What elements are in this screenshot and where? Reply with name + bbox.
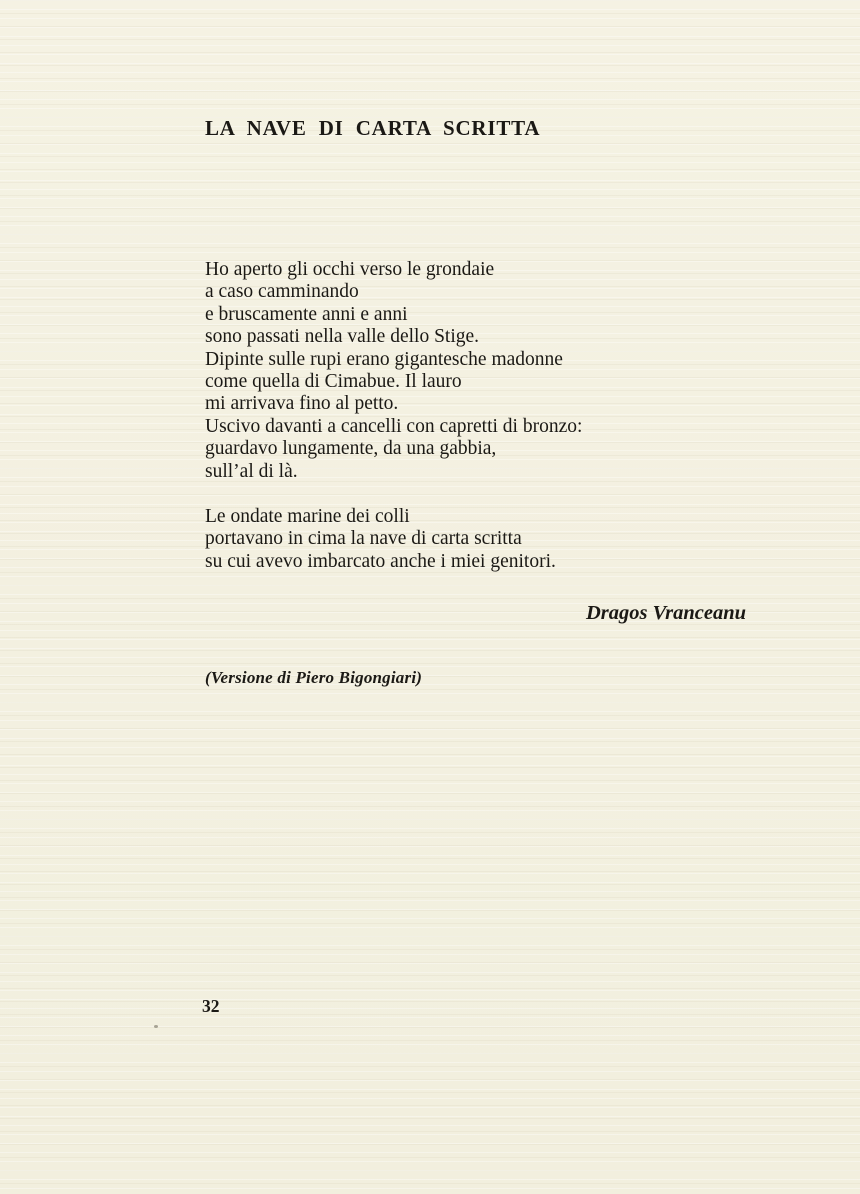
- author-name: Dragos Vranceanu: [585, 602, 746, 624]
- poem-line: e bruscamente anni e anni: [205, 303, 408, 325]
- poem-stanza-1: [205, 259, 582, 483]
- translation-note: (Versione di Piero Bigongiari): [205, 668, 423, 687]
- poem-line: portavano in cima la nave di carta scritta: [205, 528, 522, 550]
- poem-line: mi arrivava fino al petto.: [205, 393, 399, 415]
- poem-line: Le ondate marine dei colli: [205, 506, 410, 528]
- scan-speck-artifact: [154, 1025, 158, 1028]
- poem-stanza-2: [205, 506, 582, 573]
- poem-line: su cui avevo imbarcato anche i miei genitori.: [205, 550, 556, 572]
- poem-line: come quella di Cimabue. Il lauro: [205, 371, 462, 393]
- poem-line: a caso camminando: [205, 281, 359, 303]
- poem-line: sull’al di là.: [205, 460, 298, 482]
- poem-line: sono passati nella valle dello Stige.: [205, 326, 480, 348]
- page-number: 32: [202, 996, 220, 1016]
- poem-line: Dipinte sulle rupi erano gigantesche madonne: [205, 348, 563, 370]
- poem-body: [205, 259, 582, 573]
- poem-title: LA NAVE DI CARTA SCRITTA: [205, 116, 541, 140]
- poem-line: Uscivo davanti a cancelli con capretti di bronzo:: [205, 415, 583, 437]
- poem-line: guardavo lungamente, da una gabbia,: [205, 438, 497, 460]
- poem-line: Ho aperto gli occhi verso le grondaie: [205, 259, 495, 280]
